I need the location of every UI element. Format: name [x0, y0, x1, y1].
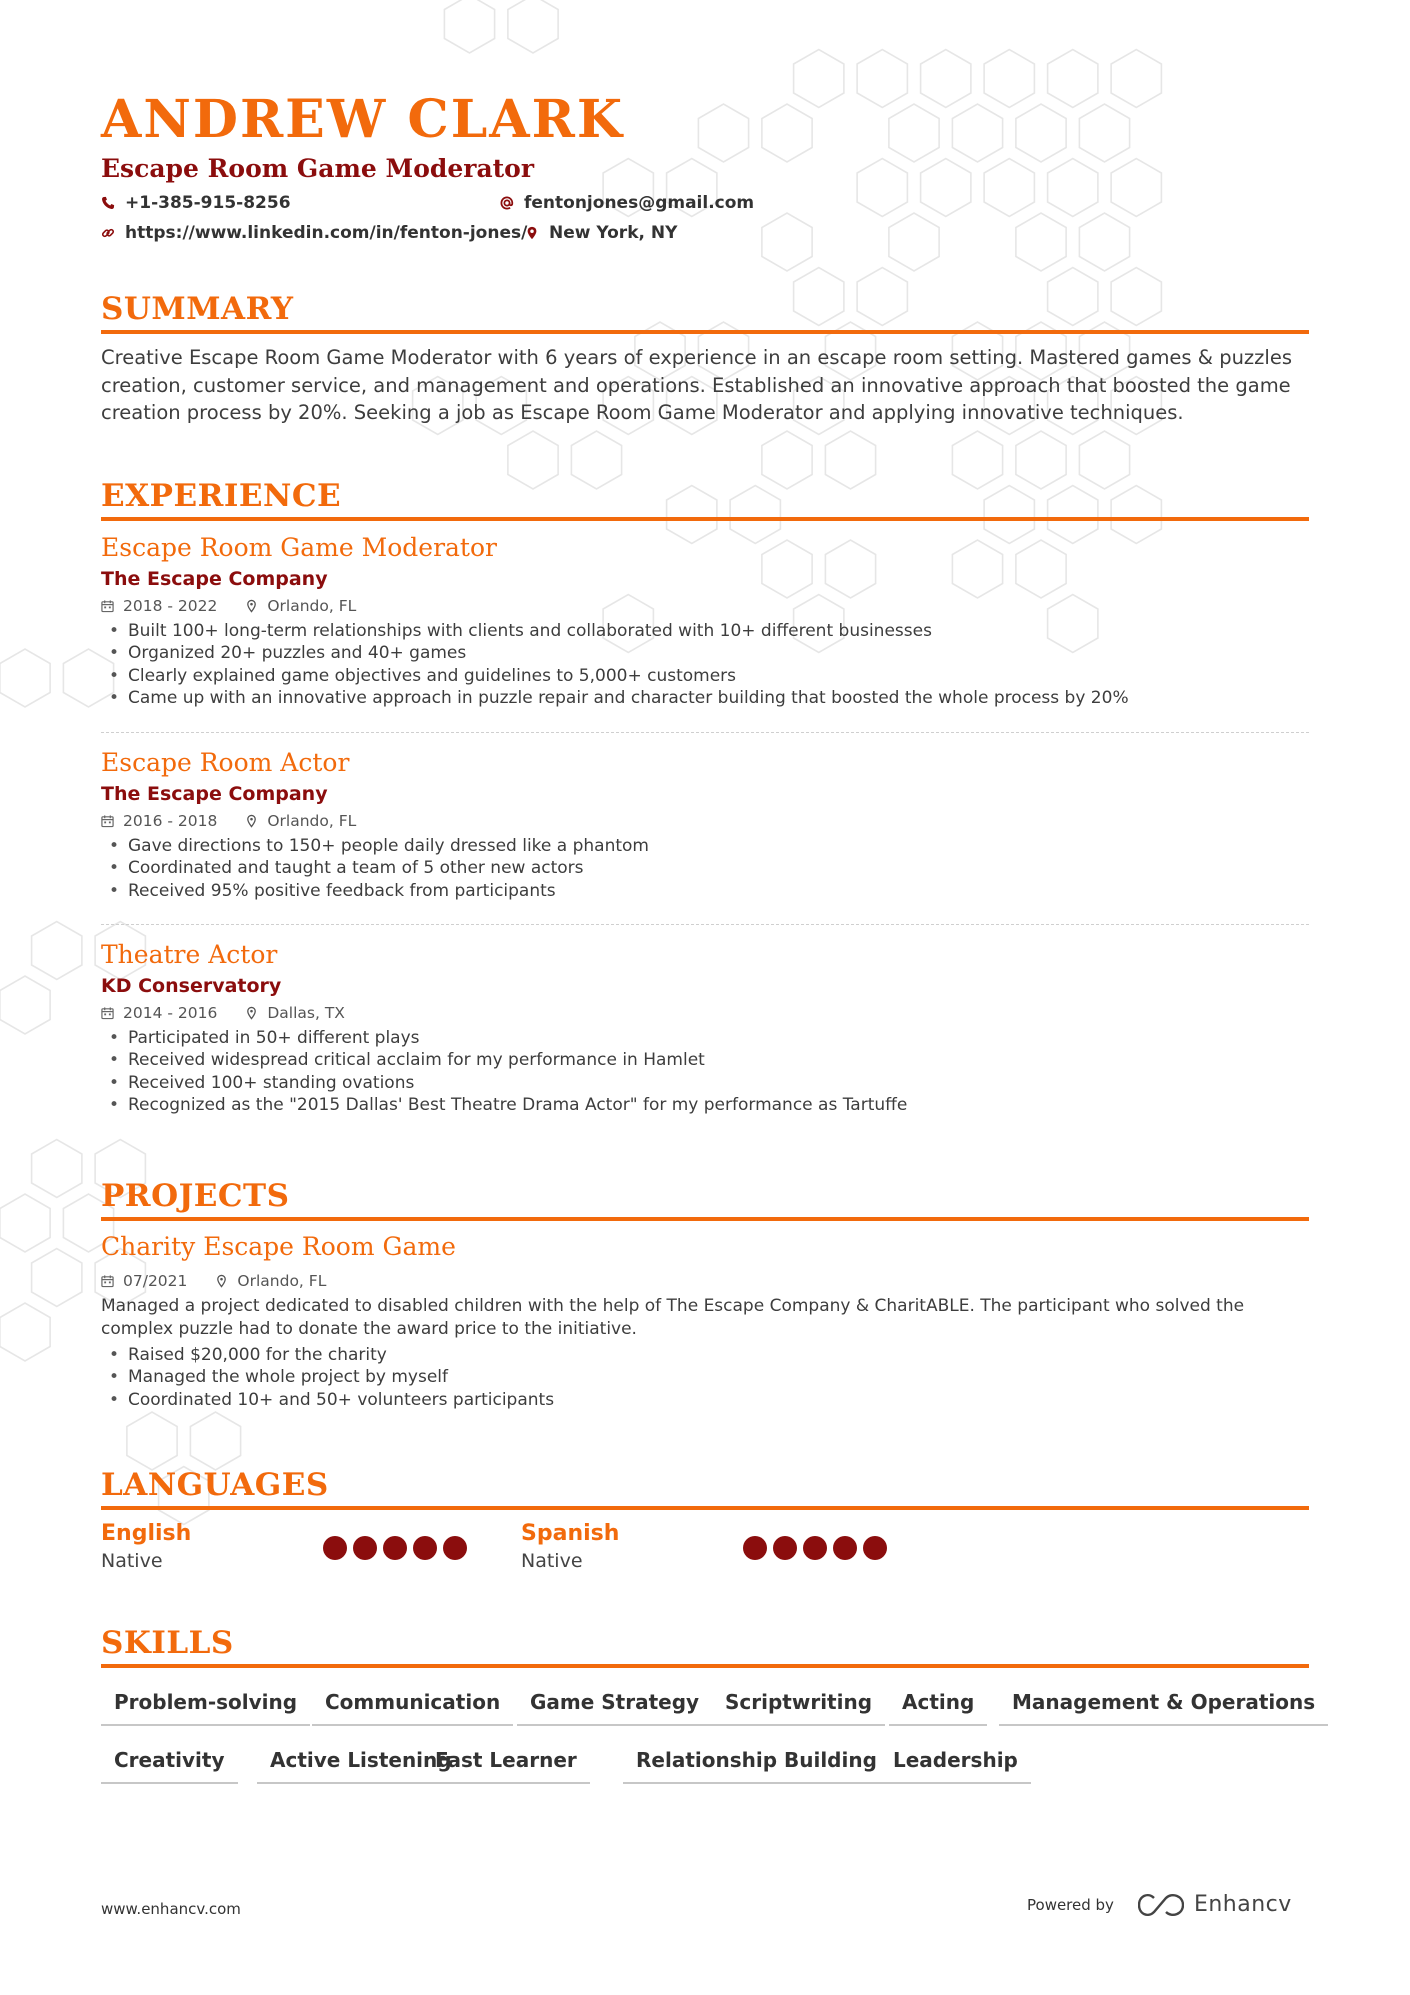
experience-entry	[101, 747, 1309, 902]
location-pin-icon	[245, 599, 258, 613]
job-location: Orlando, FL	[267, 812, 357, 830]
skill-tag: Relationship Building	[623, 1747, 890, 1784]
hexagon-shape	[190, 1412, 240, 1470]
calendar-icon	[101, 814, 114, 828]
skill-tag: Leadership	[880, 1747, 1031, 1784]
language-name: Spanish	[521, 1521, 620, 1546]
hexagon-shape	[1079, 213, 1129, 271]
list-item: • Came up with an innovative approach in puzzle repair and character building that boosted the whole process by 20%	[101, 687, 1309, 709]
rating-dot	[773, 1536, 797, 1560]
hexagon-shape	[0, 1194, 50, 1252]
hexagon-shape	[889, 104, 939, 162]
job-role: Escape Room Game Moderator	[101, 533, 497, 562]
job-company: KD Conservatory	[101, 975, 282, 997]
job-location: Orlando, FL	[267, 597, 357, 615]
list-item: • Received 100+ standing ovations	[101, 1072, 1309, 1094]
job-company: The Escape Company	[101, 568, 328, 590]
location-pin-icon	[525, 226, 539, 240]
list-item: • Coordinated and taught a team of 5 other new actors	[101, 857, 1309, 879]
skill-tag: Acting	[889, 1689, 987, 1726]
candidate-title: Escape Room Game Moderator	[101, 154, 535, 183]
location-text: New York, NY	[549, 223, 678, 243]
contact-phone[interactable]	[101, 192, 291, 214]
experience-entry	[101, 532, 1309, 709]
language-level: Native	[101, 1550, 163, 1572]
rating-dot	[803, 1536, 827, 1560]
hexagon-shape	[762, 213, 812, 271]
list-item: • Recognized as the "2015 Dallas' Best Theatre Drama Actor" for my performance as Tartuffe	[101, 1094, 1309, 1116]
language-rating	[323, 1536, 473, 1560]
summary-heading: SUMMARY	[101, 291, 294, 327]
rating-dot	[443, 1536, 467, 1560]
list-item: • Clearly explained game objectives and guidelines to 5,000+ customers	[101, 665, 1309, 687]
experience-heading: EXPERIENCE	[101, 478, 342, 514]
hexagon-shape	[1111, 50, 1161, 108]
rating-dot	[383, 1536, 407, 1560]
job-company: The Escape Company	[101, 783, 328, 805]
hexagon-shape	[984, 50, 1034, 108]
experience-entry	[101, 939, 1309, 1116]
job-dates: 2016 - 2018	[123, 812, 218, 830]
hexagon-shape	[0, 976, 50, 1034]
footer-branding[interactable]	[1027, 1892, 1292, 1917]
skill-tag: Active Listening	[257, 1747, 465, 1784]
hexagon-shape	[508, 0, 558, 53]
skills-section-heading	[101, 1624, 1309, 1668]
powered-by-label: Powered by	[1027, 1895, 1114, 1914]
project-entry	[101, 1231, 1309, 1411]
hexagon-shape	[921, 50, 971, 108]
hexagon-shape	[984, 159, 1034, 217]
hexagon-shape	[698, 104, 748, 162]
calendar-icon	[101, 1274, 114, 1288]
list-item: • Participated in 50+ different plays	[101, 1027, 1309, 1049]
section-rule	[101, 1217, 1309, 1221]
project-description: Managed a project dedicated to disabled children with the help of The Escape Company & CharitABLE. The participant who solved the complex puzzle had to donate the award price to the initiative.	[101, 1296, 1245, 1339]
hexagon-shape	[857, 50, 907, 108]
hexagon-shape	[32, 1140, 82, 1198]
list-item: • Organized 20+ puzzles and 40+ games	[101, 642, 1309, 664]
hexagon-shape	[0, 649, 50, 707]
hexagon-shape	[921, 159, 971, 217]
contact-linkedin[interactable]	[101, 222, 527, 244]
list-item: • Coordinated 10+ and 50+ volunteers participants	[101, 1389, 1309, 1411]
job-bullets	[101, 1027, 1309, 1116]
job-location: Dallas, TX	[267, 1004, 345, 1022]
link-icon	[101, 226, 115, 240]
project-location: Orlando, FL	[237, 1272, 327, 1290]
projects-heading: PROJECTS	[101, 1178, 290, 1214]
location-pin-icon	[245, 814, 258, 828]
job-bullets	[101, 835, 1309, 902]
linkedin-text: https://www.linkedin.com/in/fenton-jones/	[125, 223, 528, 243]
section-rule	[101, 1664, 1309, 1668]
email-text: fentonjones@gmail.com	[524, 193, 755, 213]
hexagon-shape	[794, 50, 844, 108]
candidate-name: ANDREW CLARK	[101, 89, 625, 150]
hexagon-shape	[857, 159, 907, 217]
language-entry	[101, 1520, 501, 1580]
job-meta	[101, 596, 1309, 616]
location-pin-icon	[245, 1006, 258, 1020]
project-meta	[101, 1271, 1309, 1291]
project-bullets	[101, 1344, 1309, 1411]
job-role: Theatre Actor	[101, 940, 278, 969]
section-rule	[101, 517, 1309, 521]
skill-tag: Communication	[312, 1689, 513, 1726]
rating-dot	[323, 1536, 347, 1560]
experience-section-heading	[101, 477, 1309, 521]
list-item: • Built 100+ long-term relationships with clients and collaborated with 10+ different businesses	[101, 620, 1309, 642]
language-name: English	[101, 1521, 192, 1546]
calendar-icon	[101, 599, 114, 613]
skill-tag: Management & Operations	[999, 1689, 1328, 1726]
section-rule	[101, 330, 1309, 334]
skill-tag: Scriptwriting	[712, 1689, 885, 1726]
list-item: • Received 95% positive feedback from participants	[101, 880, 1309, 902]
language-level: Native	[521, 1550, 583, 1572]
at-icon	[500, 196, 514, 210]
hexagon-shape	[889, 213, 939, 271]
contact-location	[525, 222, 677, 244]
projects-section-heading	[101, 1177, 1309, 1221]
language-rating	[743, 1536, 893, 1560]
brand-name: Enhancv	[1193, 1892, 1292, 1917]
enhancv-logo-icon	[1138, 1893, 1184, 1917]
job-meta	[101, 1003, 1309, 1023]
rating-dot	[833, 1536, 857, 1560]
job-dates: 2018 - 2022	[123, 597, 218, 615]
hexagon-shape	[1048, 50, 1098, 108]
phone-text: +1-385-915-8256	[125, 193, 291, 213]
list-item: • Received widespread critical acclaim for my performance in Hamlet	[101, 1049, 1309, 1071]
phone-icon	[101, 196, 115, 210]
hexagon-shape	[1048, 159, 1098, 217]
contact-email[interactable]	[500, 192, 754, 214]
hexagon-shape	[444, 0, 494, 53]
skill-tag: Creativity	[101, 1747, 238, 1784]
skills-heading: SKILLS	[101, 1625, 234, 1661]
skill-tag: Fast Learner	[422, 1747, 590, 1784]
entry-divider	[101, 732, 1309, 733]
location-pin-icon	[215, 1274, 228, 1288]
languages-heading: LANGUAGES	[101, 1467, 329, 1503]
list-item: • Raised $20,000 for the charity	[101, 1344, 1309, 1366]
hexagon-shape	[1016, 104, 1066, 162]
skill-tag: Problem-solving	[101, 1689, 310, 1726]
section-rule	[101, 1506, 1309, 1510]
job-meta	[101, 811, 1309, 831]
hexagon-shape	[762, 104, 812, 162]
hexagon-shape	[32, 1249, 82, 1307]
hexagon-shape	[952, 104, 1002, 162]
rating-dot	[863, 1536, 887, 1560]
hexagon-shape	[1079, 104, 1129, 162]
hexagon-shape	[0, 1303, 50, 1361]
job-dates: 2014 - 2016	[123, 1004, 218, 1022]
rating-dot	[353, 1536, 377, 1560]
hexagon-shape	[1016, 213, 1066, 271]
hexagon-shape	[127, 1412, 177, 1470]
job-bullets	[101, 620, 1309, 709]
footer-website[interactable]: www.enhancv.com	[101, 1900, 241, 1918]
project-date: 07/2021	[123, 1272, 188, 1290]
skill-tag: Game Strategy	[517, 1689, 712, 1726]
list-item: • Managed the whole project by myself	[101, 1366, 1309, 1388]
summary-text: Creative Escape Room Game Moderator with 6 years of experience in an escape room setting. Mastered games & puzzles creation, customer service, and management and operations. Established an innovative approach that boosted the game creation process by 20%. Seeking a job as Escape Room Game Moderator and applying innovative techniques.	[101, 346, 1292, 424]
list-item: • Gave directions to 150+ people daily dressed like a phantom	[101, 835, 1309, 857]
language-entry	[521, 1520, 921, 1580]
hexagon-shape	[1111, 159, 1161, 217]
hexagon-shape	[32, 922, 82, 980]
project-name: Charity Escape Room Game	[101, 1232, 456, 1261]
languages-section-heading	[101, 1466, 1309, 1510]
summary-section-heading	[101, 290, 1309, 334]
job-role: Escape Room Actor	[101, 748, 350, 777]
rating-dot	[743, 1536, 767, 1560]
rating-dot	[413, 1536, 437, 1560]
entry-divider	[101, 924, 1309, 925]
calendar-icon	[101, 1006, 114, 1020]
